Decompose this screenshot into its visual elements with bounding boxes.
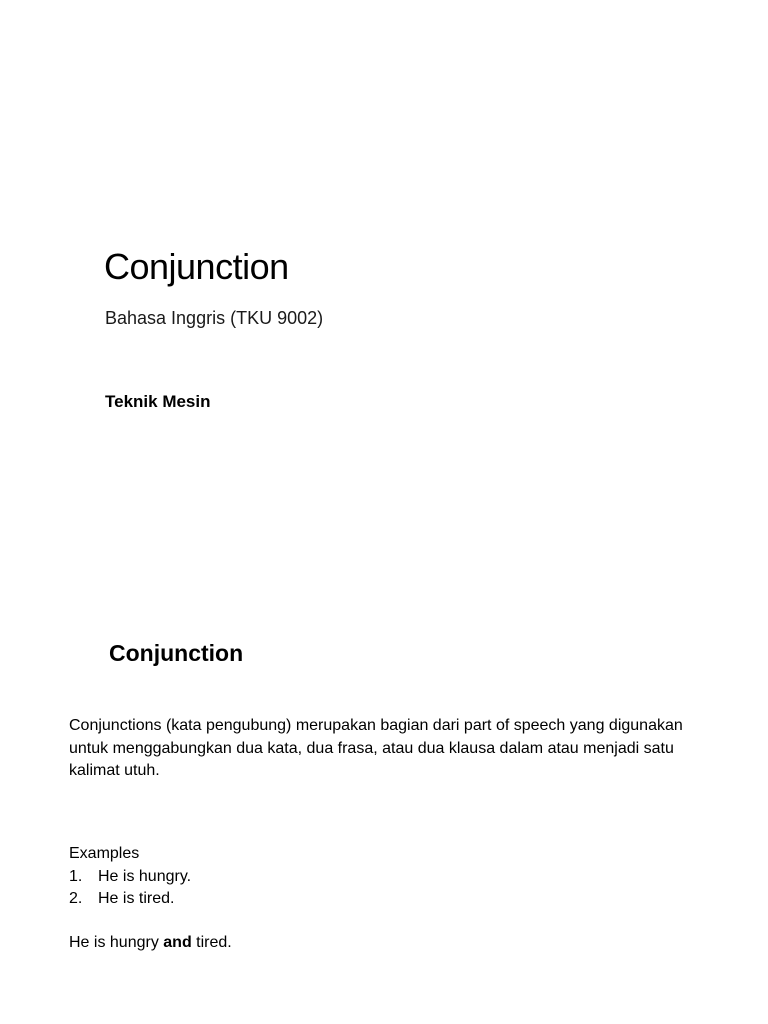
- combined-after: tired.: [191, 934, 232, 951]
- slide-title: Conjunction: [104, 246, 289, 287]
- definition-paragraph: Conjunctions (kata pengubung) merupakan bagian dari part of speech yang digunakan untuk menggabungkan dua kata, dua frasa, atau dua klausa dalam atau menjadi satu kalimat utuh.: [69, 717, 683, 779]
- conjunction-word: and: [163, 934, 192, 951]
- example-text: He is tired.: [98, 890, 175, 907]
- example-text: He is hungry.: [98, 867, 192, 885]
- department-label: Teknik Mesin: [105, 392, 211, 411]
- example-number: 2.: [69, 890, 83, 907]
- section-title: Conjunction: [109, 640, 244, 666]
- examples-block: [69, 843, 191, 911]
- combined-sentence: [69, 932, 232, 955]
- example-number: 1.: [69, 867, 83, 885]
- example-item: [69, 866, 191, 889]
- combined-before: He is hungry: [69, 934, 164, 951]
- course-subtitle: Bahasa Inggris (TKU 9002): [105, 308, 324, 328]
- examples-list: [69, 866, 191, 911]
- example-item: [69, 888, 191, 911]
- examples-heading: Examples: [69, 845, 140, 862]
